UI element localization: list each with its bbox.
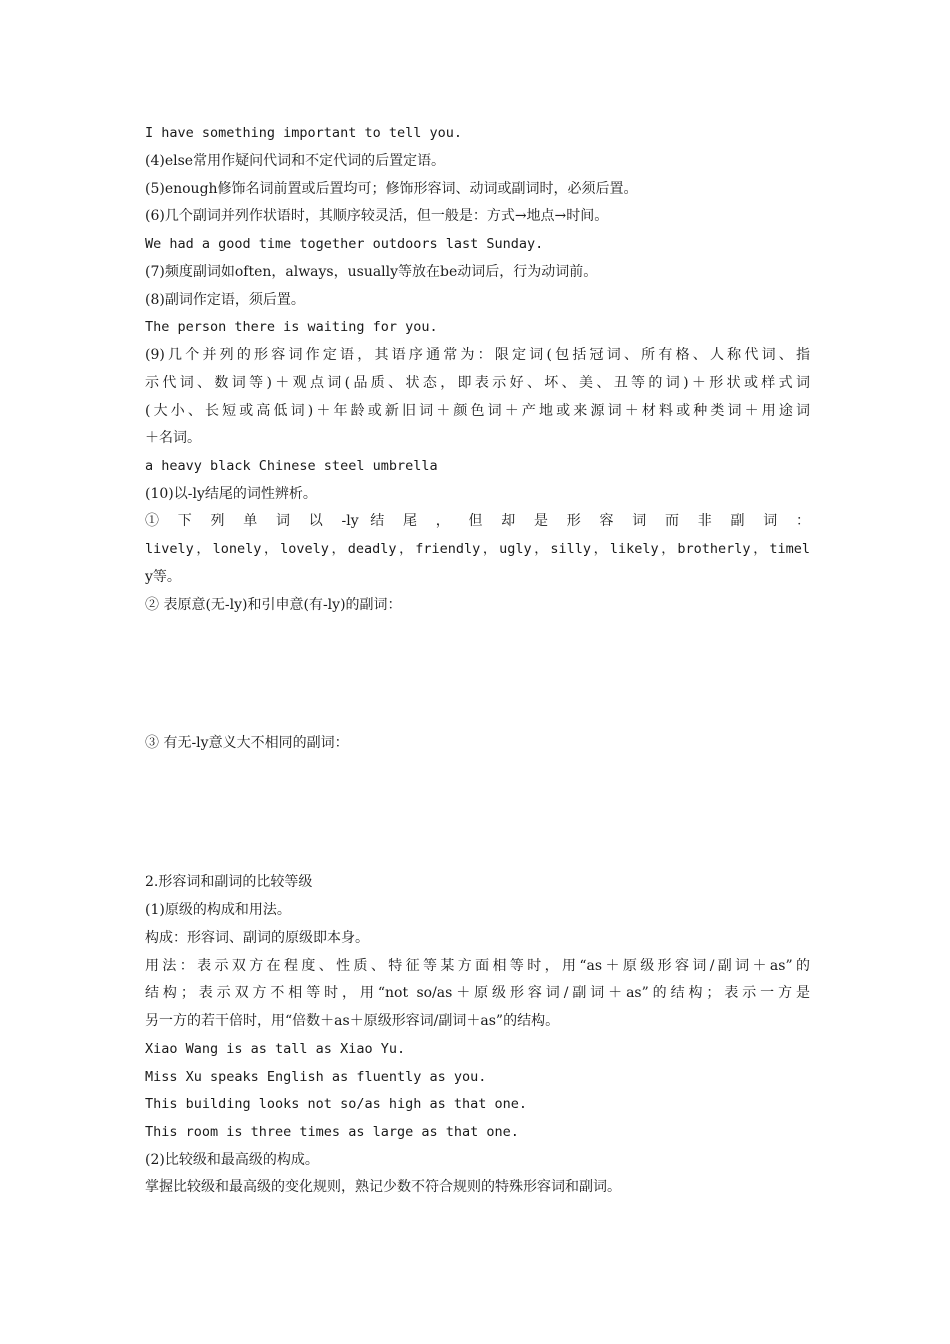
example-sentence: This building looks not so/as high as that one. [145,1096,528,1112]
rule-4-else: (4)else常用作疑问代词和不定代词的后置定语。 [145,153,446,169]
section-2-heading: 2.形容词和副词的比较等级 [145,874,313,890]
example-sentence: Miss Xu speaks English as fluently as you. [145,1069,487,1085]
example-sentence: The person there is waiting for you. [145,319,438,335]
positive-degree-heading: (1)原级的构成和用法。 [145,902,291,918]
rule-9-continued: 示代词、数词等)＋观点词(品质、状态，即表示好、坏、美、丑等的词)＋形状或样式词 [145,375,810,391]
example-sentence: This room is three times as large as that one. [145,1124,519,1140]
positive-degree-usage-continued: 结构；表示双方不相等时，用“not so/as＋原级形容词/副词＋as”的结构；表示一方是 [145,985,810,1001]
comparative-heading: (2)比较级和最高级的构成。 [145,1152,319,1168]
ly-different-meaning-note: ③ 有无-ly意义大不相同的副词： [145,735,349,751]
positive-degree-form: 构成：形容词、副词的原级即本身。 [145,930,369,946]
ly-adjectives-list-end: y等。 [145,569,181,585]
rule-9-continued: (大小、长短或高低词)＋年龄或新旧词＋颜色词＋产地或来源词＋材料或种类词＋用途词 [145,403,810,419]
ly-meaning-note: ② 表原意(无-ly)和引申意(有-ly)的副词： [145,597,402,613]
rule-7-frequency-adverbs: (7)频度副词如often，always，usually等放在be动词后，行为动词前。 [145,264,598,280]
rule-5-enough: (5)enough修饰名词前置或后置均可；修饰形容词、动词或副词时，必须后置。 [145,181,638,197]
positive-degree-usage-continued: 另一方的若干倍时，用“倍数＋as＋原级形容词/副词＋as”的结构。 [145,1013,560,1029]
example-sentence: Xiao Wang is as tall as Xiao Yu. [145,1041,406,1057]
rule-6-adverb-order: (6)几个副词并列作状语时，其顺序较灵活，但一般是：方式→地点→时间。 [145,208,609,224]
ly-adjectives-note: ① 下 列 单 词 以 -ly 结 尾 ， 但 却 是 形 容 词 而 非 副 词 ： [145,513,810,529]
rule-9-continued: ＋名词。 [145,430,201,446]
example-sentence: I have something important to tell you. [145,125,462,141]
rule-9-adjective-order: (9)几个并列的形容词作定语，其语序通常为：限定词(包括冠词、所有格、人称代词、指 [145,347,810,363]
ly-adjectives-list: lively，lonely，lovely，deadly，friendly，ugly，silly，likely，brotherly，timel [145,541,810,557]
rule-10-ly-words: (10)以-ly结尾的词性辨析。 [145,486,317,502]
positive-degree-usage: 用法：表示双方在程度、性质、特征等某方面相等时，用“as＋原级形容词/副词＋as”的 [145,958,810,974]
rule-8-adverb-attribute: (8)副词作定语，须后置。 [145,292,305,308]
example-phrase: a heavy black Chinese steel umbrella [145,458,438,474]
comparative-note: 掌握比较级和最高级的变化规则，熟记少数不符合规则的特殊形容词和副词。 [145,1179,621,1195]
example-sentence: We had a good time together outdoors last Sunday. [145,236,544,252]
